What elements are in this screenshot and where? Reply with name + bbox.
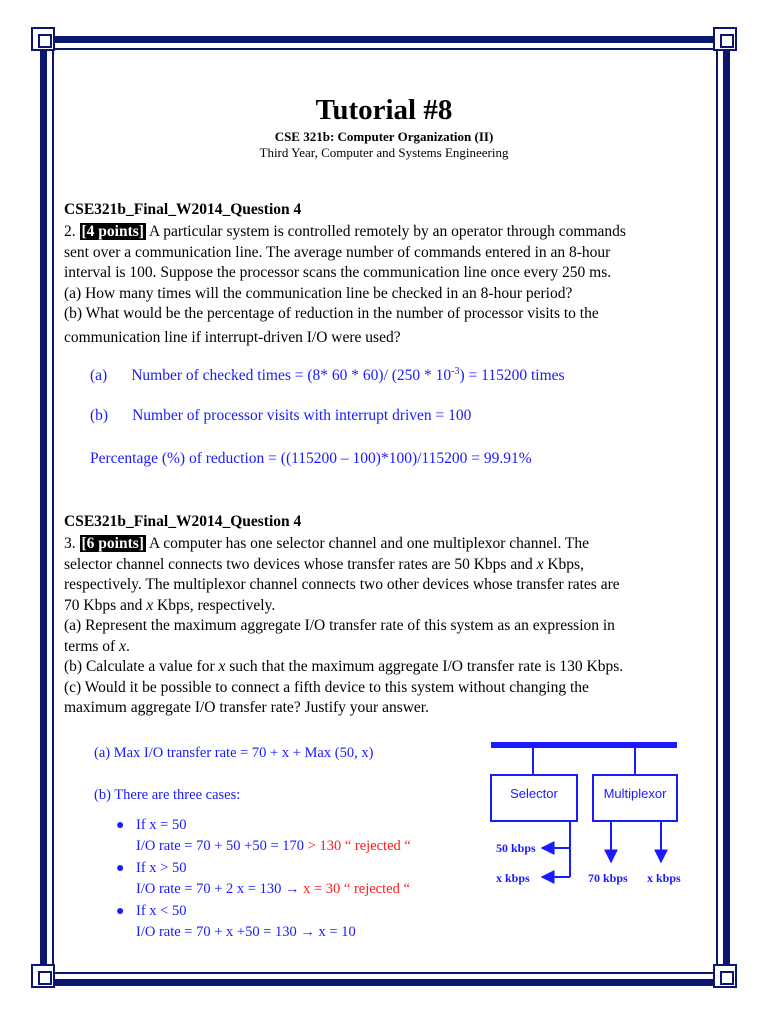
selector-device-50-label: 50 kbps <box>496 841 536 855</box>
q2-line: communication line if interrupt-driven I/O were used? <box>64 328 401 346</box>
q2-line: interval is 100. Suppose the processor scans the communication line once every 250 ms. <box>64 264 612 281</box>
q2-answer-a: (a) Number of checked times = (8* 60 * 60)/ $(250 * 10^{-3}) = 115200$ times <box>90 366 565 385</box>
q2-percentage: Percentage (%) of reduction = ((115200 – 100)*100)/115200 = 99.91% <box>90 450 532 467</box>
q3-line: 70 Kbps and x Kbps, respectively. <box>64 596 276 614</box>
multiplexor-channel-box: Multiplexor <box>592 774 678 822</box>
q3-number: 3. <box>64 535 76 552</box>
q2-heading: CSE321b_Final_W2014_Question 4 <box>64 201 302 218</box>
q2-line: A particular system is controlled remotely by an operator through commands <box>149 223 626 240</box>
multiplexor-device-70-label: 70 kbps <box>588 871 628 885</box>
q3-heading: CSE321b_Final_W2014_Question 4 <box>64 513 302 530</box>
q3-answer-b: (b) There are three cases: <box>94 787 241 803</box>
q3-line: respectively. The multiplexor channel connects two other devices whose transfer rates are <box>64 576 620 593</box>
q2-line: (a) How many times will the communication line be checked in an 8-hour period? <box>64 284 573 302</box>
bullet-icon: ● <box>116 818 125 833</box>
selector-device-x-label: x kbps <box>496 871 530 885</box>
case1-calculation: I/O rate = 70 + 50 +50 = 170 > 130 “ rejected “ <box>136 838 411 854</box>
selector-channel-box: Selector <box>490 774 578 822</box>
q2-points-badge: [4 points] <box>81 223 144 240</box>
q3-line: (a) Represent the maximum aggregate I/O transfer rate of this system as an expression in <box>64 617 615 634</box>
q3-line: selector channel connects two devices whose transfer rates are 50 Kbps and x Kbps, <box>64 555 584 573</box>
q3-line: A computer has one selector channel and one multiplexor channel. The <box>149 535 590 552</box>
q3-line: maximum aggregate I/O transfer rate? Justify your answer. <box>64 699 429 716</box>
q2-line: sent over a communication line. The average number of commands entered in an 8-hour <box>64 243 611 261</box>
q3-points-badge: [6 points] <box>81 535 144 552</box>
bullet-icon: ● <box>116 861 125 876</box>
q2-line: (b) What would be the percentage of reduction in the number of processor visits to the <box>64 305 599 322</box>
case2-condition: If x > 50 <box>136 860 187 876</box>
case2-calculation: I/O rate = 70 + 2 x = 130 → x = 30 “ rejected “ <box>136 881 410 897</box>
q3-line: terms of x. <box>64 637 130 655</box>
page-title: Tutorial #8 <box>315 94 453 126</box>
q2-answer-b: (b) Number of processor visits with interrupt driven = 100 <box>90 407 472 424</box>
case3-condition: If x < 50 <box>136 903 187 919</box>
q2-number: 2. <box>64 223 76 240</box>
q3-line: (b) Calculate a value for x such that the maximum aggregate I/O transfer rate is 130 Kbps. <box>64 658 624 675</box>
q3-line: (c) Would it be possible to connect a fifth device to this system without changing the <box>64 678 589 696</box>
case3-calculation: I/O rate = 70 + x +50 = 130 → x = 10 <box>136 924 356 940</box>
q3-answer-a: (a) Max I/O transfer rate = 70 + x + Max (50, x) <box>94 745 374 761</box>
course-year: Third Year, Computer and Systems Engineering <box>259 145 509 160</box>
bullet-icon: ● <box>116 904 125 919</box>
course-name: CSE 321b: Computer Organization (II) <box>274 129 494 144</box>
multiplexor-device-x-label: x kbps <box>647 871 681 885</box>
case1-condition: If x = 50 <box>136 817 187 833</box>
